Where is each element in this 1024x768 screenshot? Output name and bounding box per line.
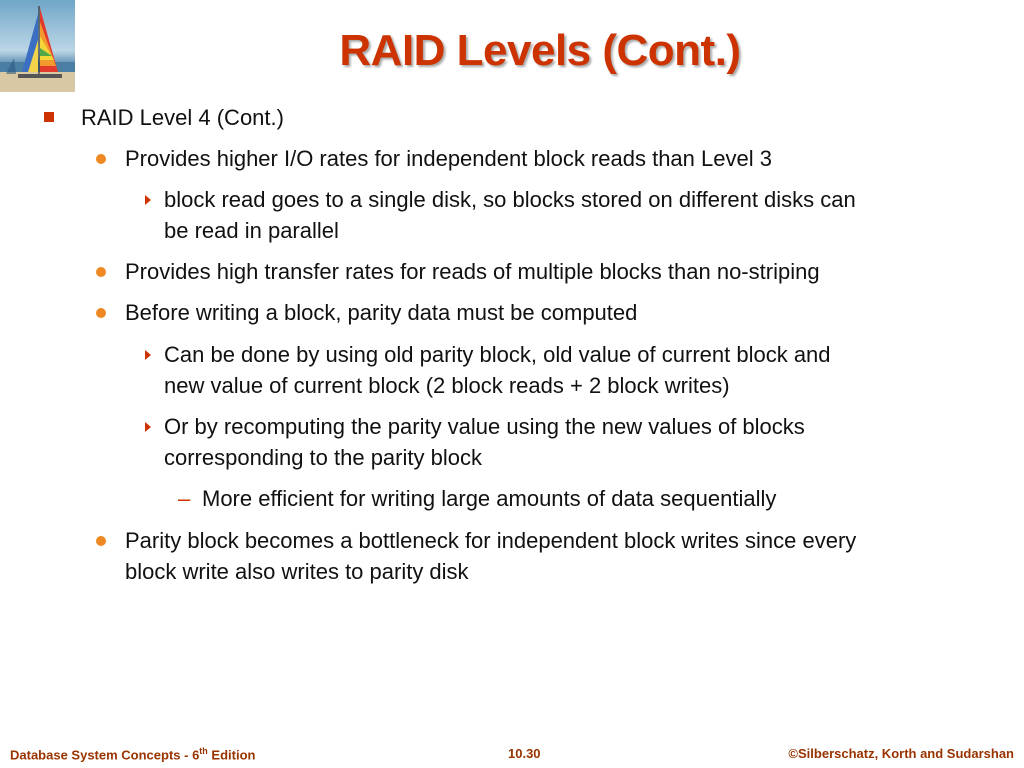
bullet-level2-continued: block write also writes to parity disk	[125, 559, 469, 584]
bullet-level3-continued: new value of current block (2 block reads + 2 block writes)	[164, 373, 730, 398]
bullet-level2: Before writing a block, parity data must be computed	[125, 300, 638, 325]
bullet-level3: block read goes to a single disk, so blocks stored on different disks can	[164, 187, 856, 212]
bullet-level2: Parity block becomes a bottleneck for independent block writes since every	[125, 528, 857, 553]
arrow-bullet-icon	[145, 195, 151, 205]
arrow-bullet-icon	[145, 350, 151, 360]
dash-bullet-icon: –	[178, 486, 191, 511]
slide-title: RAID Levels (Cont.)	[339, 26, 741, 75]
footer-edition-sup: th	[199, 746, 208, 756]
footer-copyright: ©Silberschatz, Korth and Sudarshan	[788, 746, 1014, 761]
bullet-level1: RAID Level 4 (Cont.)	[81, 105, 284, 130]
footer-book-suffix: Edition	[207, 747, 256, 763]
bullet-level3: Or by recomputing the parity value using the new values of blocks	[164, 414, 805, 439]
bullet-level2: Provides high transfer rates for reads of multiple blocks than no-striping	[125, 259, 820, 284]
bullet-level3-continued: be read in parallel	[164, 218, 339, 243]
square-bullet-icon	[44, 112, 54, 122]
bullet-level2: Provides higher I/O rates for independent block reads than Level 3	[125, 146, 772, 171]
bullet-level3: Can be done by using old parity block, old value of current block and	[164, 342, 831, 367]
bullet-level3-continued: corresponding to the parity block	[164, 445, 482, 470]
arrow-bullet-icon	[145, 422, 151, 432]
circle-bullet-icon	[96, 267, 106, 277]
footer-slide-number: 10.30	[508, 746, 541, 761]
footer-book-title	[10, 746, 255, 762]
circle-bullet-icon	[96, 308, 106, 318]
bullet-level4: More efficient for writing large amounts of data sequentially	[202, 486, 777, 511]
circle-bullet-icon	[96, 154, 106, 164]
circle-bullet-icon	[96, 536, 106, 546]
footer-book-prefix: Database System Concepts - 6	[10, 747, 200, 763]
